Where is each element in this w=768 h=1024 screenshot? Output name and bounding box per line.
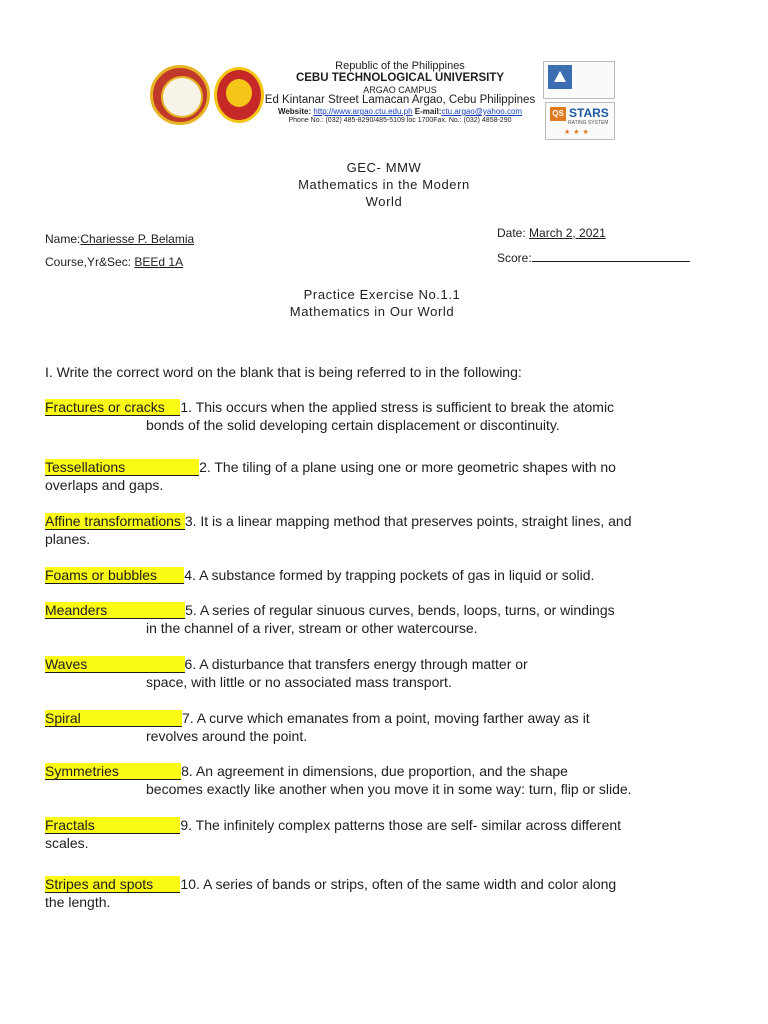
question-text: 7. A curve which emanates from a point, moving farther away as it: [181, 710, 590, 726]
header-contacts: [255, 107, 545, 116]
question-text-continued: the length.: [45, 894, 111, 910]
course-value: BEEd 1A: [134, 255, 184, 269]
course-title-line2: World: [365, 194, 403, 209]
question-text-continued: becomes exactly like another when you move it in some way: turn, flip or slide.: [146, 781, 632, 797]
header-address: Ed Kintanar Street Lamacan Argao, Cebu Philippines: [264, 94, 536, 106]
answer-blank: [45, 763, 181, 780]
answer-blank: [45, 602, 185, 619]
question-text: 9. The infinitely complex patterns those are self- similar across different: [180, 817, 622, 833]
question-text: 10. A series of bands or strips, often of the same width and color along: [180, 876, 617, 892]
tuv-mark-icon: [548, 65, 572, 89]
question-item: [45, 655, 735, 691]
question-text: 4. A substance formed by trapping pockets of gas in liquid or solid.: [184, 567, 595, 583]
answer-text: Foams or bubbles: [45, 567, 185, 583]
question-item: [45, 566, 735, 584]
answer-text: Waves: [45, 656, 185, 672]
course-label: Course,Yr&Sec:: [45, 255, 132, 269]
question-text-continued: overlaps and gaps.: [45, 477, 164, 493]
header-campus: ARGAO CAMPUS: [363, 85, 437, 95]
answer-blank: [45, 513, 185, 530]
question-text-continued: bonds of the solid developing certain displacement or discontinuity.: [146, 417, 560, 433]
exercise-subtitle: Mathematics in Our World: [289, 304, 455, 319]
question-text: 6. A disturbance that transfers energy through matter or: [184, 656, 528, 672]
date-value: March 2, 2021: [529, 226, 606, 240]
question-item: [45, 709, 735, 745]
question-text-continued: scales.: [45, 835, 89, 851]
qs-stars-badge: [545, 102, 615, 140]
question-text-continued: revolves around the point.: [146, 728, 308, 744]
question-text-continued: planes.: [45, 531, 91, 547]
answer-text: Spiral: [45, 710, 182, 726]
score-label: Score:: [497, 251, 532, 265]
website-link[interactable]: http://www.argao.ctu.edu.ph: [313, 107, 413, 116]
date-row: [497, 226, 606, 240]
name-label: Name:: [45, 232, 81, 246]
answer-blank: [45, 710, 182, 727]
tuv-certification-badge: [543, 61, 615, 99]
answer-text: Affine transformations: [45, 513, 185, 529]
question-item: [45, 398, 735, 434]
header-university: CEBU TECHNOLOGICAL UNIVERSITY: [295, 72, 505, 84]
name-value: Chariesse P. Belamia: [80, 232, 195, 246]
answer-text: Tessellations: [45, 459, 200, 475]
question-text-continued: space, with little or no associated mass transport.: [146, 674, 452, 690]
score-blank: [532, 249, 690, 262]
answer-text: Symmetries: [45, 763, 182, 779]
question-item: [45, 816, 735, 852]
answer-blank: [45, 399, 180, 416]
question-text: 8. An agreement in dimensions, due proportion, and the shape: [181, 763, 568, 779]
answer-text: Fractals: [45, 817, 181, 833]
answer-blank: [45, 459, 199, 476]
question-text-continued: in the channel of a river, stream or other watercourse.: [146, 620, 478, 636]
answer-text: Fractures or cracks: [45, 399, 181, 415]
course-row: [45, 255, 183, 269]
question-text: 2. The tiling of a plane using one or more geometric shapes with no: [199, 459, 616, 475]
ctu-seal-logo: [150, 65, 210, 125]
email-link[interactable]: ctu.argao@yahoo.com: [441, 107, 523, 116]
question-item: [45, 601, 735, 637]
score-row: [497, 249, 690, 265]
website-label: Website:: [277, 107, 312, 116]
answer-blank: [45, 567, 184, 584]
answer-blank: [45, 876, 180, 893]
question-text: 3. It is a linear mapping method that preserves points, straight lines, and: [184, 513, 632, 529]
header-phone: Phone No.: (032) 485-8290/485-5109 loc 1700Fax. No.: (032) 4858-290: [288, 117, 512, 124]
answer-blank: [45, 656, 185, 673]
question-text: 5. A series of regular sinuous curves, bends, loops, turns, or windings: [185, 602, 615, 618]
course-title-line1: Mathematics in the Modern: [298, 177, 470, 192]
answer-blank: [45, 817, 180, 834]
answer-text: Stripes and spots: [45, 876, 181, 892]
qs-stars-sub: RATING SYSTEM: [568, 120, 609, 126]
question-item: [45, 762, 735, 798]
name-row: [45, 232, 194, 246]
question-text: 1. This occurs when the applied stress is sufficient to break the atomic: [180, 399, 615, 415]
answer-text: Meanders: [45, 602, 186, 618]
exercise-title: Practice Exercise No.1.1: [303, 287, 461, 302]
qs-stars-label: STARS: [569, 106, 609, 120]
course-code: GEC- MMW: [346, 160, 422, 175]
date-label: Date:: [497, 226, 526, 240]
header-republic: Republic of the Philippines: [335, 60, 465, 72]
qs-logo: QS: [550, 107, 566, 121]
question-item: [45, 458, 735, 494]
star-rating-icon: ★★★: [564, 129, 592, 136]
question-item: [45, 875, 735, 911]
instruction-text: I. Write the correct word on the blank that is being referred to in the following:: [45, 364, 522, 380]
question-item: [45, 512, 735, 548]
email-label: E-mail:: [414, 107, 442, 116]
